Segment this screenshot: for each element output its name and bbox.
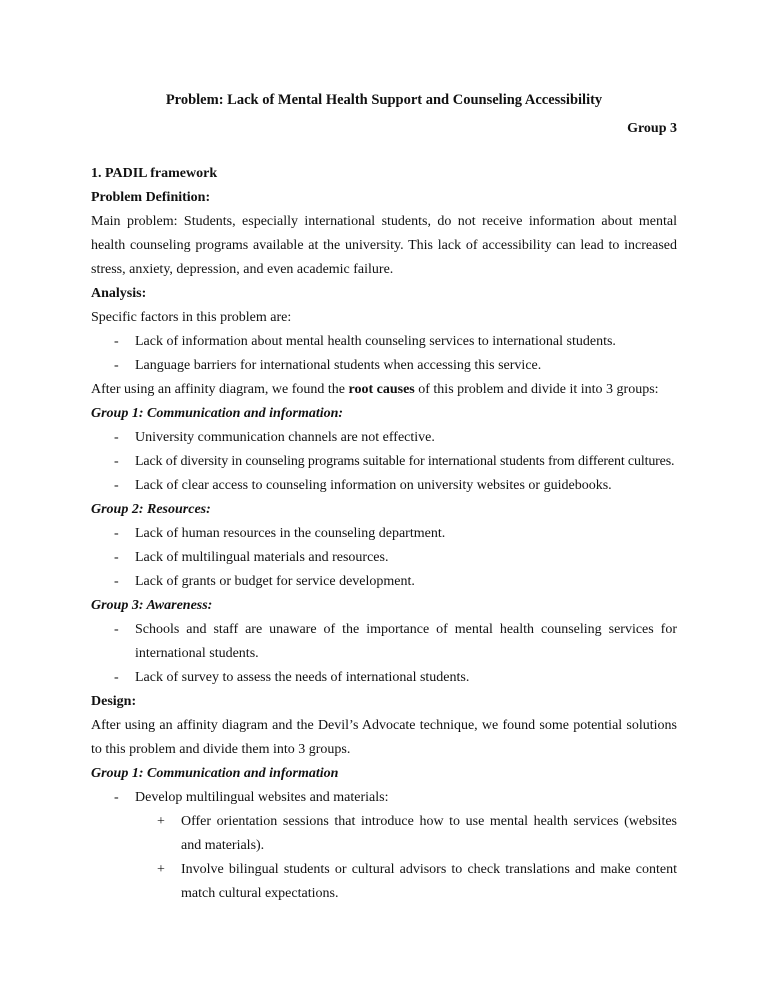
group-heading: Group 1: Communication and information: <box>91 406 344 421</box>
design-intro: After using an affinity diagram and the Devil’s Advocate technique, we found some potential solutions to this problem and divide them into 3 groups. <box>91 718 677 757</box>
problem-definition-text: Main problem: Students, especially international students, do not receive information about mental health counseling programs available at the university. This lack of accessibility can lead to increased stress, anxiety, depression, and even academic failure. <box>91 214 677 277</box>
list-item <box>91 450 677 474</box>
list-item-text: Language barriers for international students when accessing this service. <box>135 358 542 373</box>
plus-bullet: + <box>157 814 165 829</box>
section-heading: 1. PADIL framework <box>91 166 218 181</box>
sub-list-item <box>91 858 677 906</box>
dash-bullet: - <box>114 454 119 469</box>
plus-bullet: + <box>157 862 165 877</box>
list-item-text: Lack of grants or budget for service development. <box>135 574 415 589</box>
document-title: Problem: Lack of Mental Health Support and Counseling Accessibility <box>165 92 603 108</box>
list-item <box>91 546 677 570</box>
design-heading: Design: <box>91 694 137 709</box>
dash-bullet: - <box>114 670 119 685</box>
list-item-text: Lack of diversity in counseling programs suitable for international students from different cultures. <box>135 454 675 469</box>
document-body <box>91 162 677 906</box>
dash-bullet: - <box>114 622 119 637</box>
dash-bullet: - <box>114 334 119 349</box>
dash-bullet: - <box>114 526 119 541</box>
dash-bullet: - <box>114 358 119 373</box>
sub-list-item-text: Involve bilingual students or cultural advisors to check translations and make content match cultural expectations. <box>181 862 677 901</box>
sub-list-item <box>91 810 677 858</box>
group-label: Group 3 <box>627 121 677 136</box>
list-item-text: University communication channels are not effective. <box>135 430 435 445</box>
list-item <box>91 618 677 666</box>
list-item <box>91 570 677 594</box>
list-item-text: Lack of clear access to counseling information on university websites or guidebooks. <box>135 478 612 493</box>
list-item <box>91 426 677 450</box>
problem-definition-heading: Problem Definition: <box>91 190 211 205</box>
dash-bullet: - <box>114 550 119 565</box>
sub-list-item-text: Offer orientation sessions that introduce how to use mental health services (websites and materials). <box>181 814 677 853</box>
list-item-text: Lack of information about mental health counseling services to international students. <box>135 334 616 349</box>
list-item-text: Lack of human resources in the counseling department. <box>135 526 446 541</box>
list-item <box>91 330 677 354</box>
list-item <box>91 786 677 810</box>
group-heading: Group 2: Resources: <box>91 502 211 517</box>
group-heading: Group 1: Communication and information <box>91 766 339 781</box>
list-item-text: Develop multilingual websites and materials: <box>135 790 389 805</box>
root-causes-bold: root causes <box>348 382 415 397</box>
list-item <box>91 354 677 378</box>
root-causes-after: of this problem and divide it into 3 groups: <box>414 382 659 397</box>
list-item-text: Schools and staff are unaware of the importance of mental health counseling services for international students. <box>135 622 677 661</box>
list-item <box>91 474 677 498</box>
dash-bullet: - <box>114 790 119 805</box>
list-item <box>91 522 677 546</box>
list-item <box>91 666 677 690</box>
root-causes-before: After using an affinity diagram, we found the <box>91 382 349 397</box>
list-item-text: Lack of survey to assess the needs of international students. <box>135 670 470 685</box>
dash-bullet: - <box>114 430 119 445</box>
dash-bullet: - <box>114 478 119 493</box>
list-item-text: Lack of multilingual materials and resources. <box>135 550 389 565</box>
dash-bullet: - <box>114 574 119 589</box>
analysis-heading: Analysis: <box>91 286 147 301</box>
root-causes-sentence <box>91 378 677 402</box>
group-heading: Group 3: Awareness: <box>91 598 213 613</box>
analysis-intro: Specific factors in this problem are: <box>91 310 292 325</box>
